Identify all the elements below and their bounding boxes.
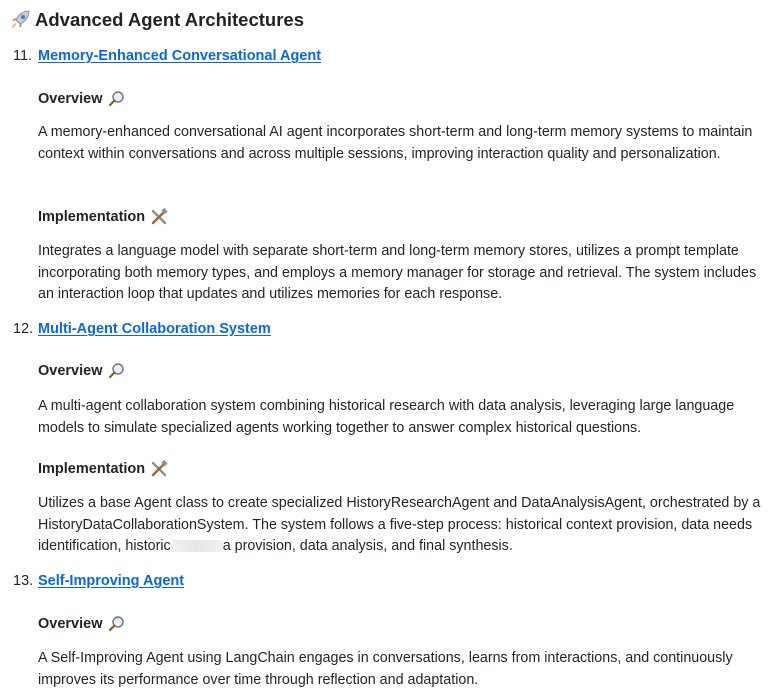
implementation-heading [38, 208, 168, 226]
implementation-label: Implementation [38, 209, 146, 225]
list-item-12 [13, 321, 271, 337]
overview-label: Overview [38, 363, 103, 379]
item-link-self-improving-agent[interactable]: Self-Improving Agent [38, 573, 185, 589]
magnifier-icon [108, 615, 126, 633]
magnifier-icon [108, 362, 126, 380]
implementation-paragraph: Integrates a language model with separate short-term and long-term memory stores, utilizes a prompt template incorporating both memory types, and employs a memory manager for storage and retrieval. The system includes an interaction loop that updates and utilizes memories for each response. [38, 243, 757, 302]
implementation-paragraph [38, 493, 768, 558]
item-link-memory-enhanced-agent[interactable]: Memory-Enhanced Conversational Agent [38, 48, 322, 64]
item-number: 12. [13, 321, 34, 337]
overview-paragraph: A memory-enhanced conversational AI agent incorporates short-term and long-term memory systems to maintain context within conversations and across multiple sessions, improving interaction quality and personalization. [38, 124, 753, 162]
list-item-11 [13, 48, 321, 64]
implementation-text-part: a provision, data analysis, and final synthesis. [222, 538, 513, 554]
implementation-heading [38, 460, 168, 478]
overview-heading [38, 362, 126, 380]
overview-label: Overview [38, 616, 103, 632]
redacted-blur [171, 540, 223, 552]
implementation-label: Implementation [38, 461, 146, 477]
magnifier-icon [108, 90, 126, 108]
item-number: 13. [13, 573, 34, 589]
overview-heading [38, 90, 126, 108]
item-number: 11. [13, 48, 33, 64]
overview-label: Overview [38, 91, 103, 107]
section-heading [9, 9, 304, 31]
overview-paragraph: A multi-agent collaboration system combining historical research with data analysis, leveraging large language models to simulate specialized agents working together to answer complex historical questions. [38, 398, 735, 436]
item-link-multi-agent-system[interactable]: Multi-Agent Collaboration System [38, 321, 271, 337]
overview-paragraph: A Self-Improving Agent using LangChain engages in conversations, learns from interactions, and continuously improves its performance over time through reflection and adaptation. [38, 650, 733, 688]
overview-heading [38, 615, 126, 633]
tools-icon [150, 208, 168, 226]
implementation-text-part: Utilizes a base Agent class to create specialized HistoryResearchAgent and DataAnalysisAgent, orchestrated by a HistoryDataCollaborationSystem. The system follows a five-step process: historical context provision, data needs identification, historic [38, 495, 761, 554]
section-title: Advanced Agent Architectures [35, 9, 304, 30]
tools-icon [150, 460, 168, 478]
list-item-13 [13, 573, 184, 589]
rocket-icon [9, 9, 31, 31]
